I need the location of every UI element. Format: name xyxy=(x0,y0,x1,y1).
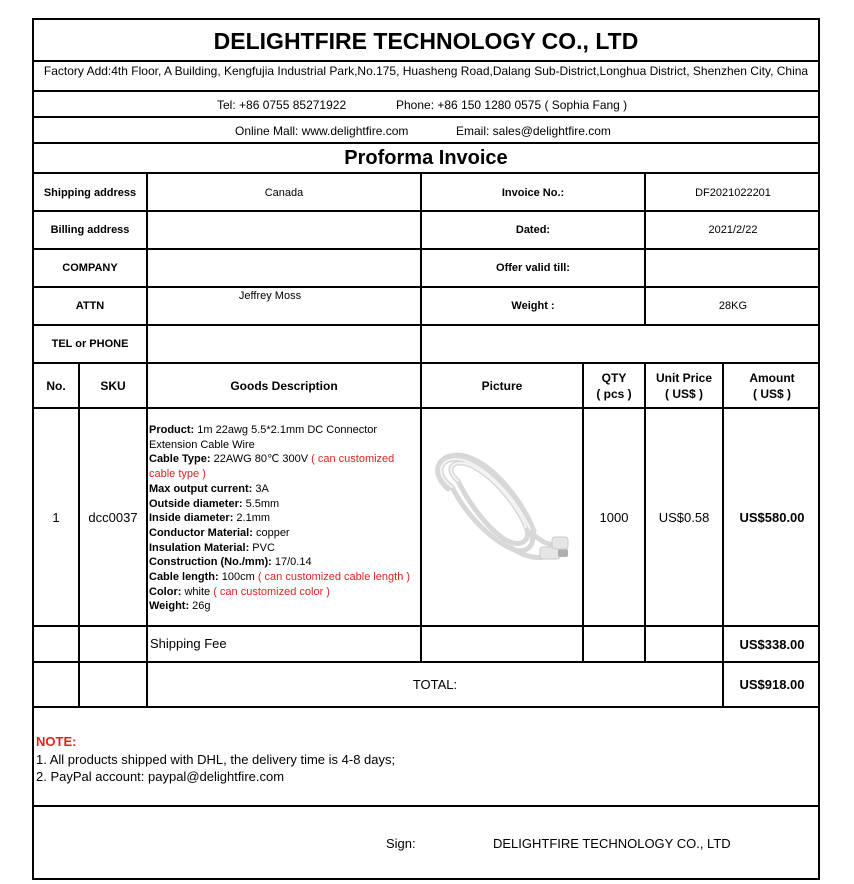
note-block xyxy=(36,733,395,786)
desc-weight-val: 26g xyxy=(189,600,211,613)
valid-value xyxy=(646,250,820,286)
desc-od-val: 5.5mm xyxy=(242,497,280,510)
desc-cable-type-note: ( can customized cable type ) xyxy=(149,453,395,481)
tel-label: TEL or PHONE xyxy=(51,338,129,350)
col-amount-line2: ( US$ ) xyxy=(752,386,791,401)
desc-color-val: white xyxy=(181,585,214,598)
tel-value-extended xyxy=(422,326,820,362)
company-address: Factory Add:4th Floor, A Building, Kengfujia Industrial Park,No.175, Huasheng Road,Dalang Sub-District,Longhua District, Shenzhen City, China xyxy=(34,62,818,92)
tel-value xyxy=(148,326,420,362)
contact-phone-row xyxy=(34,92,818,118)
col-picture: Picture xyxy=(481,378,523,393)
invoice-no-label: Invoice No.: xyxy=(501,187,565,199)
invoice-no-value: DF2021022201 xyxy=(695,187,771,199)
desc-product-key: Product: xyxy=(149,424,195,436)
col-amount-line1: Amount xyxy=(749,370,795,385)
total-label: TOTAL: xyxy=(412,677,458,692)
note-line-1: 1. All products shipped with DHL, the delivery time is 4-8 days; xyxy=(36,751,396,767)
item-no: 1 xyxy=(52,509,60,525)
company-email[interactable]: Email: sales@delightfire.com xyxy=(456,124,611,138)
col-unit-price-line1: Unit Price xyxy=(655,370,712,385)
col-qty xyxy=(584,364,644,407)
sign-company: DELIGHTFIRE TECHNOLOGY CO., LTD xyxy=(493,836,731,851)
desc-conductor-key: Conductor Material: xyxy=(149,526,253,539)
desc-od-key: Outside diameter: xyxy=(149,497,243,510)
col-no: No. xyxy=(46,378,66,393)
attn-value: Jeffrey Moss xyxy=(238,290,302,302)
billing-label: Billing address xyxy=(50,224,130,236)
desc-weight-key: Weight: xyxy=(149,600,190,613)
col-qty-line1: QTY xyxy=(601,370,627,385)
doc-title: Proforma Invoice xyxy=(34,144,818,174)
attn-label: ATTN xyxy=(75,300,105,312)
item-qty: 1000 xyxy=(599,509,629,525)
invoice-sheet xyxy=(32,18,820,880)
shipping-fee-label: Shipping Fee xyxy=(150,636,227,651)
item-sku: dcc0037 xyxy=(88,509,138,525)
billing-value xyxy=(148,212,420,248)
company-tel: Tel: +86 0755 85271922 xyxy=(217,98,347,112)
shipping-value: Canada xyxy=(264,187,304,199)
item-unit-price: US$0.58 xyxy=(658,509,710,525)
company-label: COMPANY xyxy=(62,262,118,274)
valid-label: Offer valid till: xyxy=(496,262,570,274)
shipping-fee-value: US$338.00 xyxy=(739,636,805,652)
desc-max-key: Max output current: xyxy=(149,482,253,495)
desc-insulation-key: Insulation Material: xyxy=(149,541,250,554)
desc-id-key: Inside diameter: xyxy=(149,512,234,525)
desc-length-key: Cable length: xyxy=(149,571,219,584)
desc-id-val: 2.1mm xyxy=(233,512,271,525)
note-line-2: 2. PayPal account: paypal@delightfire.com xyxy=(36,769,285,784)
col-desc: Goods Description xyxy=(230,378,338,393)
item-amount: US$580.00 xyxy=(739,509,805,525)
col-unit-price-line2: ( US$ ) xyxy=(664,386,703,401)
sign-label: Sign: xyxy=(386,836,416,851)
desc-product-val: 1m 22awg 5.5*2.1mm DC Connector Extension Cable Wire xyxy=(149,424,378,451)
desc-conductor-val: copper xyxy=(252,526,290,539)
col-qty-line2: ( pcs ) xyxy=(596,386,632,401)
contact-web-row xyxy=(34,118,818,144)
desc-insulation-val: PVC xyxy=(249,541,275,554)
col-amount xyxy=(724,364,820,407)
dated-value: 2021/2/22 xyxy=(708,224,758,236)
company-mall[interactable]: Online Mall: www.delightfire.com xyxy=(235,124,409,138)
company-value xyxy=(148,250,420,286)
company-name: DELIGHTFIRE TECHNOLOGY CO., LTD xyxy=(34,20,818,62)
shipping-label: Shipping address xyxy=(43,187,137,199)
company-phone: Phone: +86 150 1280 0575 ( Sophia Fang ) xyxy=(396,98,628,112)
item-description xyxy=(149,423,422,614)
item-picture xyxy=(422,409,582,625)
cable-image xyxy=(422,409,582,625)
desc-construction-val: 17/0.14 xyxy=(271,556,312,569)
desc-color-key: Color: xyxy=(149,585,182,598)
desc-length-val: 100cm xyxy=(218,571,258,584)
desc-max-val: 3A xyxy=(252,482,269,495)
desc-construction-key: Construction (No./mm): xyxy=(149,556,272,569)
col-unit-price xyxy=(646,364,722,407)
dated-label: Dated: xyxy=(515,224,551,236)
weight-value: 28KG xyxy=(718,300,748,312)
desc-cable-type-val: 22AWG 80℃ 300V xyxy=(210,453,312,466)
desc-length-note: ( can customized cable length ) xyxy=(257,571,411,584)
weight-label: Weight : xyxy=(511,300,555,312)
note-title: NOTE: xyxy=(36,734,77,749)
total-value: US$918.00 xyxy=(739,677,805,692)
desc-cable-type-key: Cable Type: xyxy=(149,453,211,466)
desc-color-note: ( can customized color ) xyxy=(213,585,330,598)
col-sku: SKU xyxy=(100,378,126,393)
